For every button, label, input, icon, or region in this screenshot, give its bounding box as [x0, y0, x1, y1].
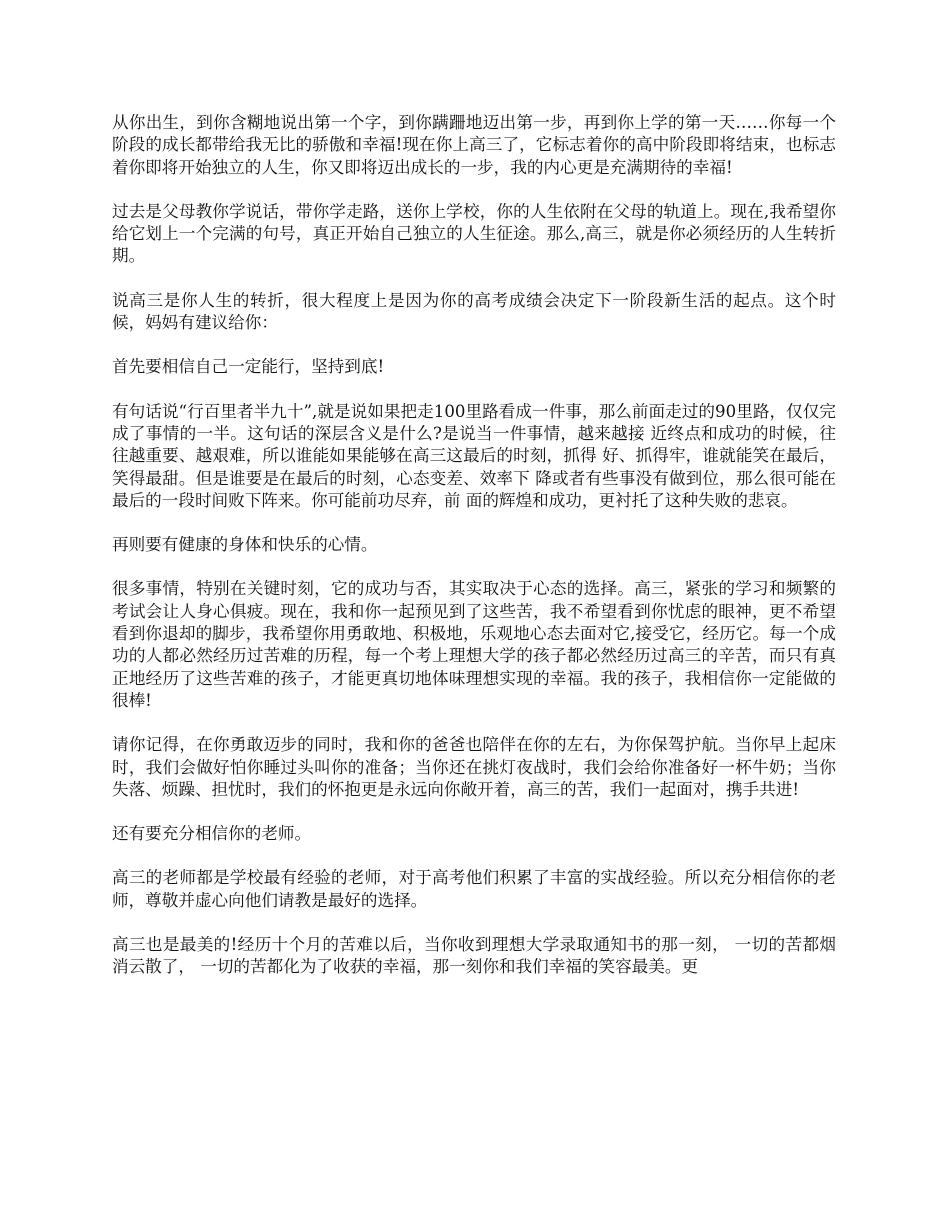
paragraph-3: 说高三是你人生的转折，很大程度上是因为你的高考成绩会决定下一阶段新生活的起点。这个时候，妈妈有建议给你： — [112, 290, 836, 333]
document-body — [112, 112, 836, 1001]
paragraph-4: 首先要相信自己一定能行，坚持到底! — [112, 357, 385, 377]
paragraph-11: 高三也是最美的!经历十个月的苦难以后，当你收到理想大学录取通知书的那一刻， 一切的苦都烟消云散了， 一切的苦都化为了收获的幸福，那一刻你和我们幸福的笑容最美。更 — [112, 935, 836, 977]
paragraph-2: 过去是父母教你学说话，带你学走路，送你上学校，你的人生依附在父母的轨道上。现在,我希望你给它划上一个完满的句号，真正开始自己独立的人生征途。那么,高三，就是你必须经历的人生转折期。 — [112, 201, 836, 266]
paragraph-1: 从你出生，到你含糊地说出第一个字，到你蹒跚地迈出第一步，再到你上学的第一天……你每一个阶段的成长都带给我无比的骄傲和幸福!现在你上高三了，它标志着你的高中阶段即将结束，也标志着你即将开始独立的人生，你又即将迈出成长的一步，我的内心更是充满期待的幸福! — [112, 113, 836, 177]
paragraph-5: 有句话说“行百里者半九十”,就是说如果把走100里路看成一件事，那么前面走过的90里路，仅仅完成了事情的一半。这句话的深层含义是什么?是说当一件事情，越来越接 近终点和成功的时候，往往越重要、越艰难，所以谁能如果能够在高三这最后的时刻，抓得 好、抓得牢，谁就能笑在最后，笑得最甜。但是谁要是在最后的时刻，心态变差、效率下 降或者有些事没有做到位，那么很可能在最后的一段时间败下阵来。你可能前功尽弃，前 面的辉煌和成功，更衬托了这种失败的悲哀。 — [112, 401, 836, 510]
paragraph-9: 还有要充分相信你的老师。 — [112, 824, 312, 844]
paragraph-8: 请你记得，在你勇敢迈步的同时，我和你的爸爸也陪伴在你的左右，为你保驾护航。当你早上起床时，我们会做好怕你睡过头叫你的准备；当你还在挑灯夜战时，我们会给你准备好一杯牛奶；当你失落、烦躁、担忧时，我们的怀抱更是永远向你敞开着，高三的苦，我们一起面对，携手共进! — [112, 735, 836, 799]
paragraph-7: 很多事情，特别在关键时刻，它的成功与否，其实取决于心态的选择。高三，紧张的学习和频繁的考试会让人身心俱疲。现在，我和你一起预见到了这些苦，我不希望看到你忧虑的眼神，更不希望看到你退却的脚步，我希望你用勇敢地、积极地，乐观地心态去面对它,接受它，经历它。每一个成功的人都必然经历过苦难的历程，每一个考上理想大学的孩子都必然经历过高三的辛苦，而只有真正地经历了这些苦难的孩子，才能更真切地体味理想实现的幸福。我的孩子，我相信你一定能做的很棒! — [112, 579, 836, 710]
paragraph-6: 再则要有健康的身体和快乐的心情。 — [112, 535, 378, 555]
paragraph-10: 高三的老师都是学校最有经验的老师，对于高考他们积累了丰富的实战经验。所以充分相信你的老师，尊敬并虚心向他们请教是最好的选择。 — [112, 868, 836, 910]
